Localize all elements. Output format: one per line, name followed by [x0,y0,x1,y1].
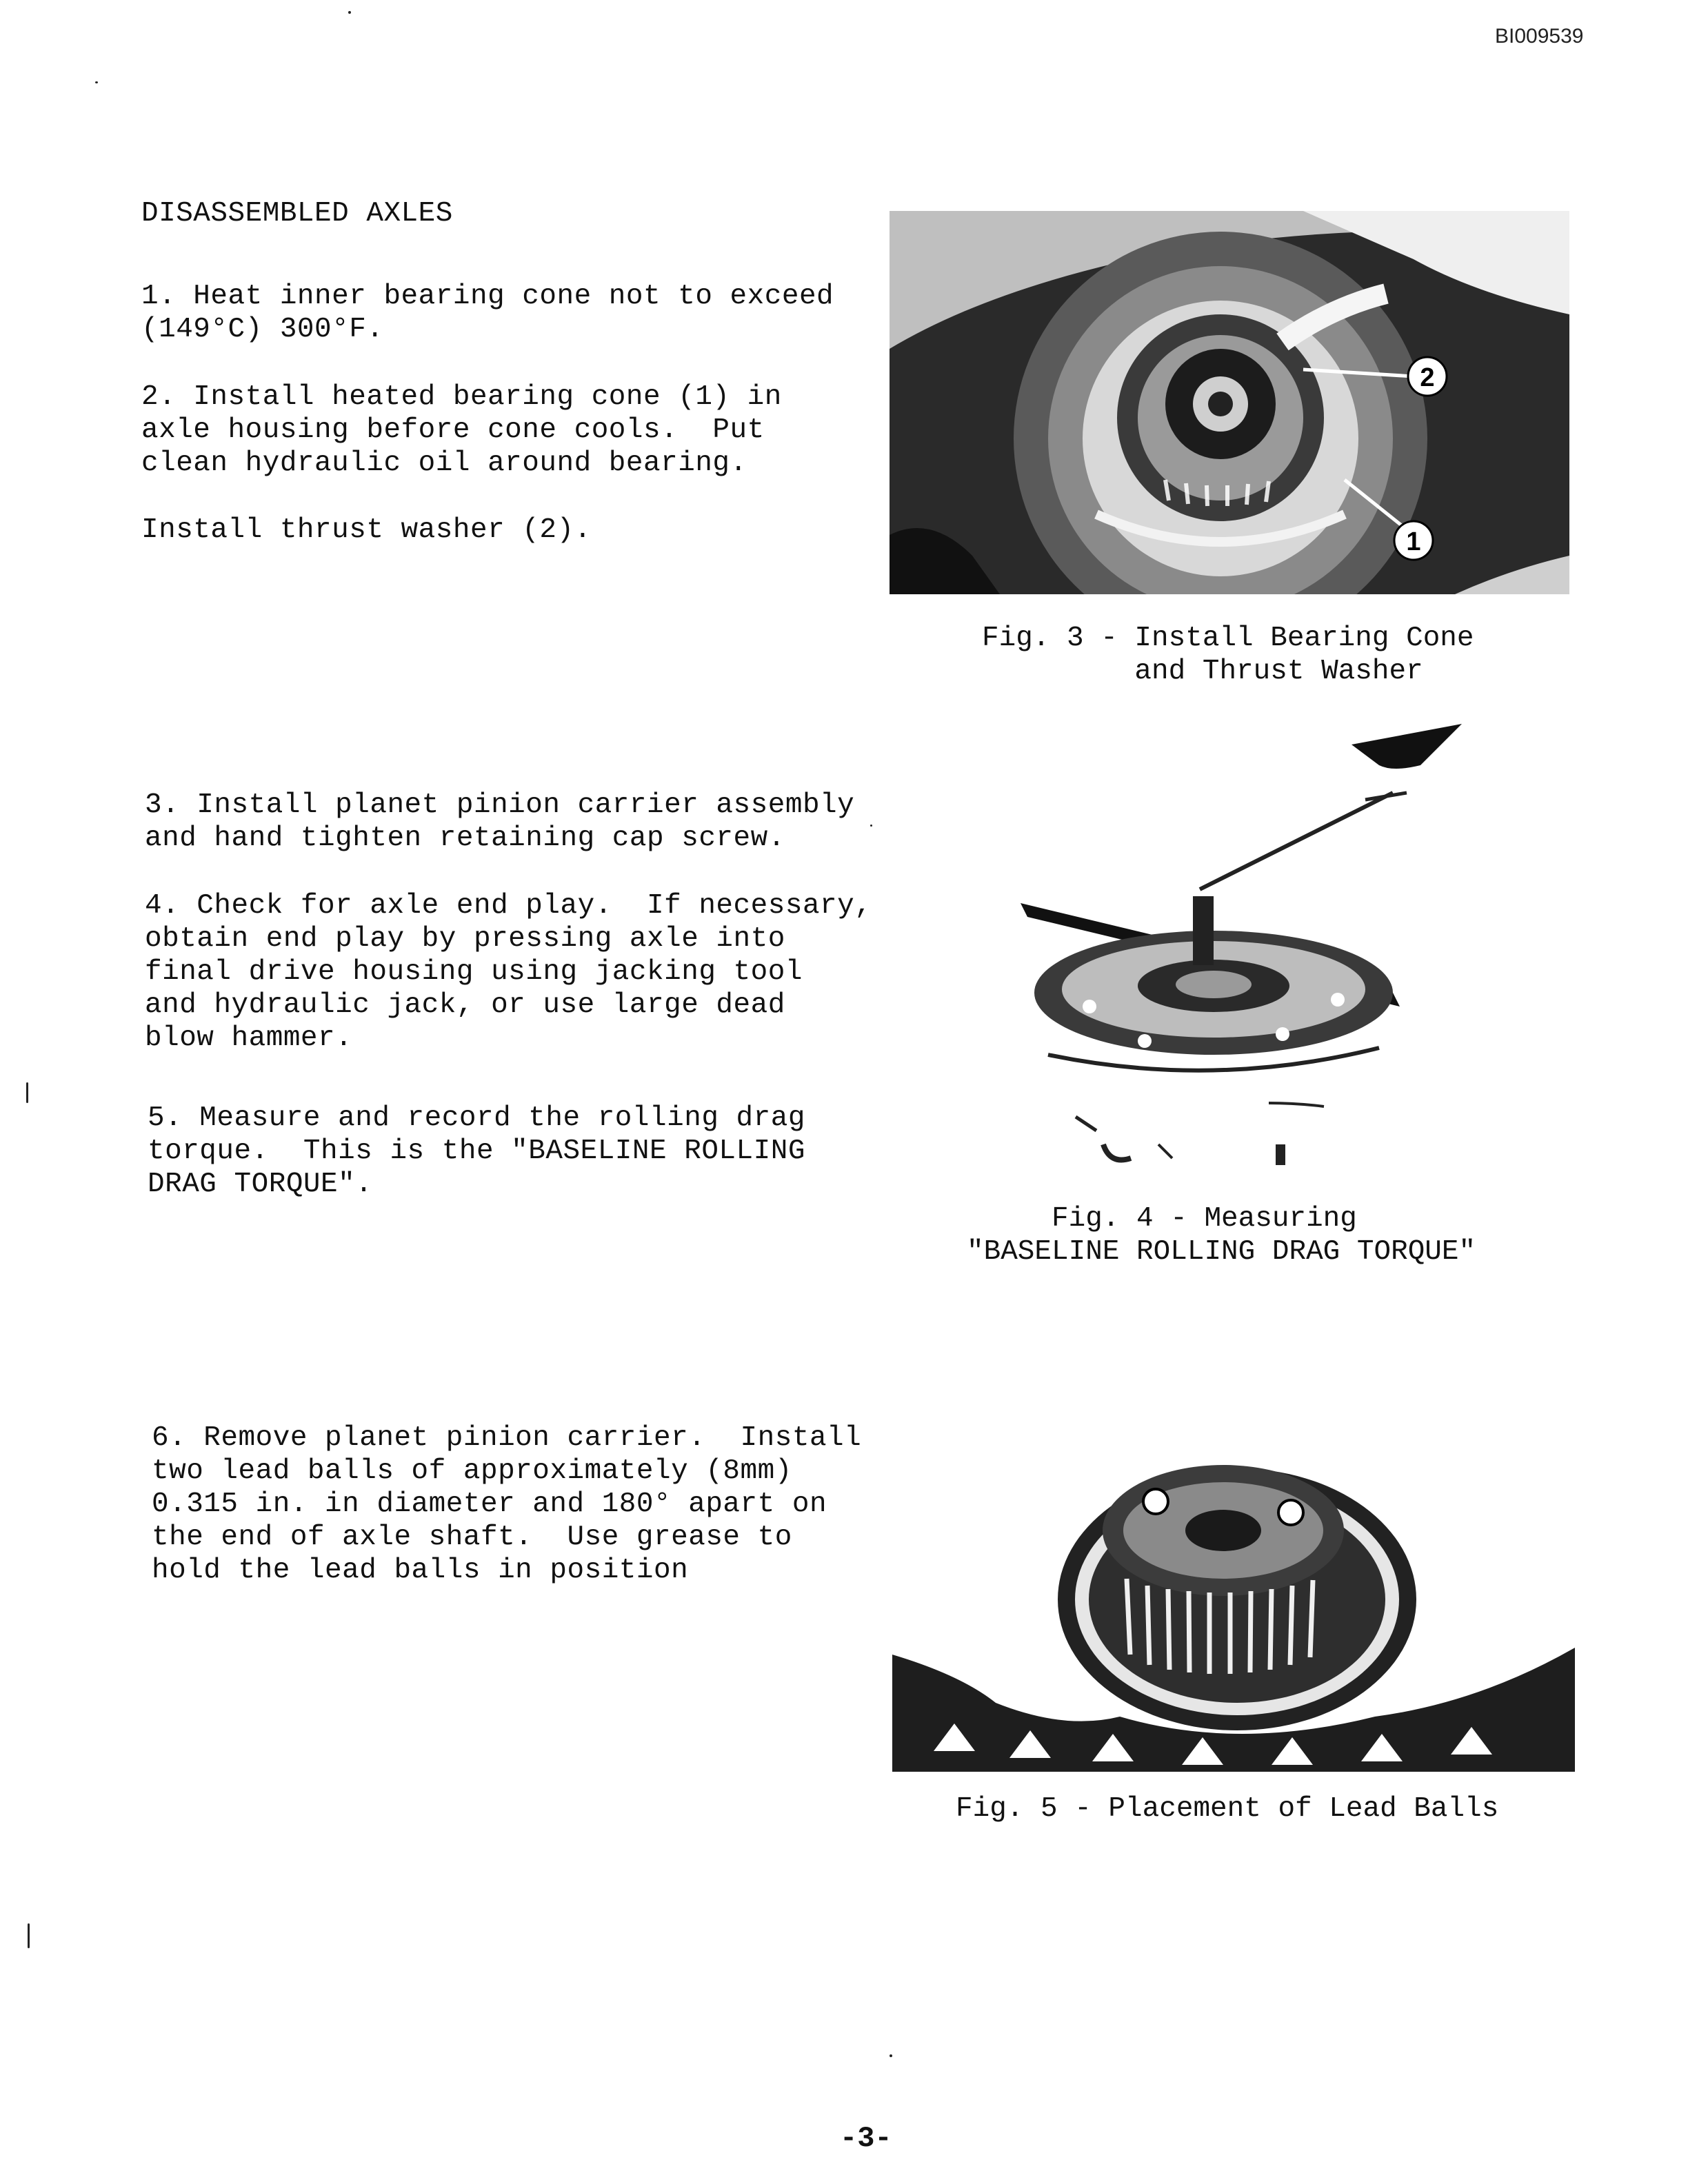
scan-speck [26,1082,28,1103]
step-5: 5. Measure and record the rolling drag torque. This is the "BASELINE ROLLING DRAG TORQUE". [148,1102,805,1200]
step-6: 6. Remove planet pinion carrier. Install two lead balls of approximately (8mm) 0.315 in. in diameter and 180° apart on the end of axle shaft. Use grease to hold the lead balls in position [152,1422,862,1586]
fig4-caption: Fig. 4 - Measuring "BASELINE ROLLING DRAG TORQUE" [967,1203,1476,1268]
scan-speck [870,825,872,827]
step-2: 2. Install heated bearing cone (1) in axle housing before cone cools. Put clean hydraulic oil around bearing. [141,381,782,479]
scan-speck [28,1923,30,1948]
step-2-thrust-washer: Install thrust washer (2). [141,514,592,546]
step-4: 4. Check for axle end play. If necessary, obtain end play by pressing axle into final drive housing using jacking tool and hydraulic jack, or use large dead blow hammer. [145,890,872,1054]
scan-speck [348,11,351,14]
fig3-caption: Fig. 3 - Install Bearing Cone and Thrust Washer [982,623,1474,687]
fig5-lead-balls-photo [892,1427,1575,1772]
fig3-callout-1: 1 [1406,527,1421,556]
fig4-torque-measuring-photo [1007,717,1476,1186]
section-heading: DISASSEMBLED AXLES [141,198,453,230]
fig3-bearing-cone-photo [890,211,1569,594]
scan-speck [890,2054,892,2057]
fig5-caption: Fig. 5 - Placement of Lead Balls [956,1793,1499,1825]
step-1: 1. Heat inner bearing cone not to exceed (149°C) 300°F. [141,281,834,345]
scan-speck [95,81,98,83]
document-id: BI009539 [1495,25,1584,48]
page-number: -3- [840,2122,892,2155]
fig3-callout-2: 2 [1420,363,1435,392]
step-3: 3. Install planet pinion carrier assembly and hand tighten retaining cap screw. [145,789,855,854]
